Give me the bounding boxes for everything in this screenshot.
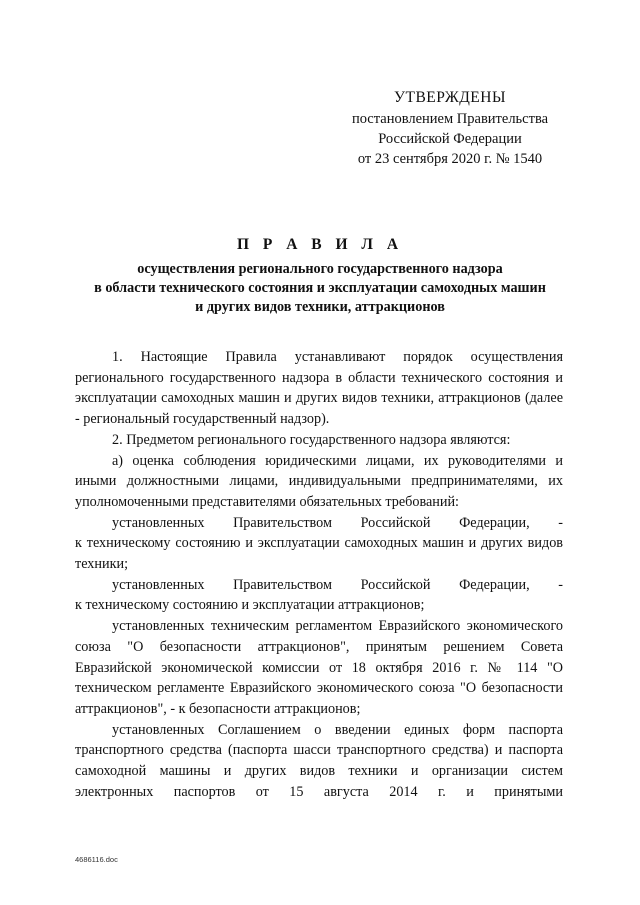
- approval-line-1: постановлением Правительства: [351, 111, 549, 127]
- paragraph-7: установленных Соглашением о введении единых форм паспорта транспортного средства (паспорта шасси транспортного средства) и паспорта самоходной машины и других видов техники и организации систем электронных паспортов от 15 августа 2014 г. и принятыми: [75, 721, 563, 800]
- word: Российской: [360, 576, 431, 593]
- subtitle-line-2: в области технического состояния и эксплуатации самоходных машин: [94, 280, 546, 296]
- word: Российской: [360, 514, 431, 531]
- word: -: [558, 576, 563, 593]
- word: Федерации,: [459, 514, 530, 531]
- paragraph-4-rest: к техническому состоянию и эксплуатации самоходных машин и других видов техники;: [75, 535, 563, 573]
- approval-stamp: [330, 88, 570, 169]
- paragraph-5-rest: к техническому состоянию и эксплуатации аттракционов;: [75, 597, 425, 614]
- paragraph-6: установленных техническим регламентом Евразийского экономического союза "О безопасности аттракционов", принятым решением Совета Евразийской экономической комиссии от 18 октября 2016 г. № 114 "О техническом регламенте Евразийского экономического союза "О безопасности аттракционов", - к безопасности аттракционов;: [75, 618, 563, 717]
- word: Федерации,: [459, 576, 530, 593]
- word: установленных: [112, 576, 205, 593]
- approval-line-2: Российской Федерации: [378, 131, 522, 147]
- paragraph-4-first-line: [75, 513, 563, 534]
- document-subtitle: [60, 260, 580, 317]
- approval-heading: УТВЕРЖДЕНЫ: [394, 89, 506, 106]
- paragraph-5-first-line: [75, 575, 563, 596]
- word: -: [558, 514, 563, 531]
- subtitle-line-3: и других видов техники, аттракционов: [195, 299, 445, 315]
- word: установленных: [112, 514, 205, 531]
- word: Правительством: [233, 576, 332, 593]
- approval-line-3: от 23 сентября 2020 г. № 1540: [357, 151, 543, 167]
- paragraph-3: а) оценка соблюдения юридическими лицами, их руководителями и иными должностными лицами, индивидуальными предпринимателями, их уполномоченными представителями обязательных требований:: [75, 452, 563, 510]
- document-body: [75, 347, 563, 802]
- file-name-footer: 4686116.doc: [75, 855, 118, 864]
- paragraph-1: 1. Настоящие Правила устанавливают порядок осуществления регионального государственного надзора в области технического состояния и эксплуатации самоходных машин и других видов техники, аттракционов (далее - региональный государственный надзор).: [75, 349, 563, 428]
- word: Правительством: [233, 514, 332, 531]
- subtitle-line-1: осуществления регионального государственного надзора: [137, 261, 503, 277]
- document-title: П Р А В И Л А: [236, 236, 404, 253]
- paragraph-2: 2. Предметом регионального государственного надзора являются:: [112, 431, 511, 448]
